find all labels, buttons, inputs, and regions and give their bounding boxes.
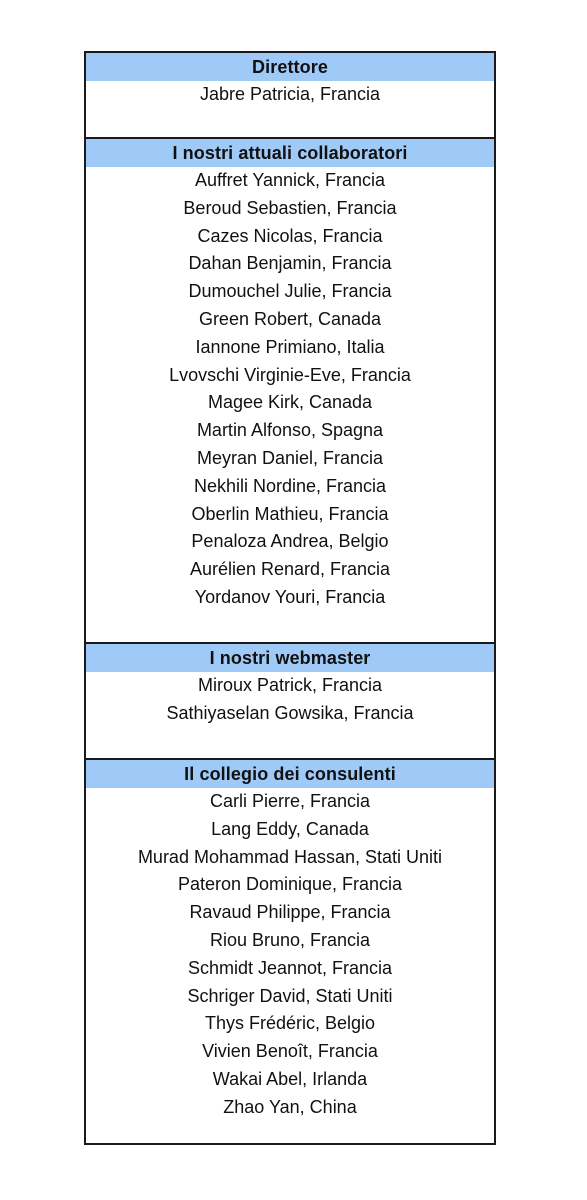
list-item: Lvovschi Virginie-Eve, Francia xyxy=(169,364,411,385)
collaborators-section xyxy=(86,137,494,644)
director-list xyxy=(86,81,494,109)
list-item: Sathiyaselan Gowsika, Francia xyxy=(166,702,414,723)
section-title: Direttore xyxy=(86,53,494,81)
list-item: Zhao Yan, China xyxy=(223,1096,357,1117)
webmasters-list xyxy=(86,672,494,728)
list-item: Magee Kirk, Canada xyxy=(207,392,373,413)
director-name: Jabre Patricia, Francia xyxy=(199,84,381,104)
director-section xyxy=(86,53,494,137)
section-title: I nostri webmaster xyxy=(86,644,494,672)
list-item: Carli Pierre, Francia xyxy=(209,791,371,811)
roster-table xyxy=(84,51,496,1145)
list-item: Nekhili Nordine, Francia xyxy=(193,475,387,496)
list-item: Iannone Primiano, Italia xyxy=(195,336,385,357)
list-item: Murad Mohammad Hassan, Stati Uniti xyxy=(137,846,443,867)
list-item: Riou Bruno, Francia xyxy=(209,929,371,950)
list-item: Lang Eddy, Canada xyxy=(211,818,369,839)
advisors-list xyxy=(86,788,494,1122)
list-item: Aurélien Renard, Francia xyxy=(189,559,391,580)
list-item: Yordanov Youri, Francia xyxy=(194,586,386,607)
list-item: Beroud Sebastien, Francia xyxy=(183,197,397,218)
list-item: Dumouchel Julie, Francia xyxy=(188,281,392,302)
list-item: Pateron Dominique, Francia xyxy=(177,874,403,895)
list-item: Green Robert, Canada xyxy=(198,308,382,329)
list-item: Ravaud Philippe, Francia xyxy=(189,902,391,923)
section-title: I nostri attuali collaboratori xyxy=(86,139,494,167)
list-item: Schriger David, Stati Uniti xyxy=(187,985,393,1006)
list-item: Oberlin Mathieu, Francia xyxy=(191,503,389,524)
advisors-section xyxy=(86,758,494,1145)
list-item: Dahan Benjamin, Francia xyxy=(188,253,392,274)
list-item: Schmidt Jeannot, Francia xyxy=(187,957,393,978)
list-item: Thys Frédéric, Belgio xyxy=(204,1013,376,1034)
section-title: Il collegio dei consulenti xyxy=(86,760,494,788)
list-item: Vivien Benoît, Francia xyxy=(202,1041,378,1062)
list-item: Auffret Yannick, Francia xyxy=(194,170,386,190)
webmasters-section xyxy=(86,642,494,760)
list-item: Miroux Patrick, Francia xyxy=(197,675,383,695)
list-item: Martin Alfonso, Spagna xyxy=(196,420,384,441)
list-item: Wakai Abel, Irlanda xyxy=(212,1068,368,1089)
list-item: Penaloza Andrea, Belgio xyxy=(191,531,389,552)
collaborators-list xyxy=(86,167,494,612)
list-item: Meyran Daniel, Francia xyxy=(196,447,384,468)
list-item: Cazes Nicolas, Francia xyxy=(197,225,383,246)
